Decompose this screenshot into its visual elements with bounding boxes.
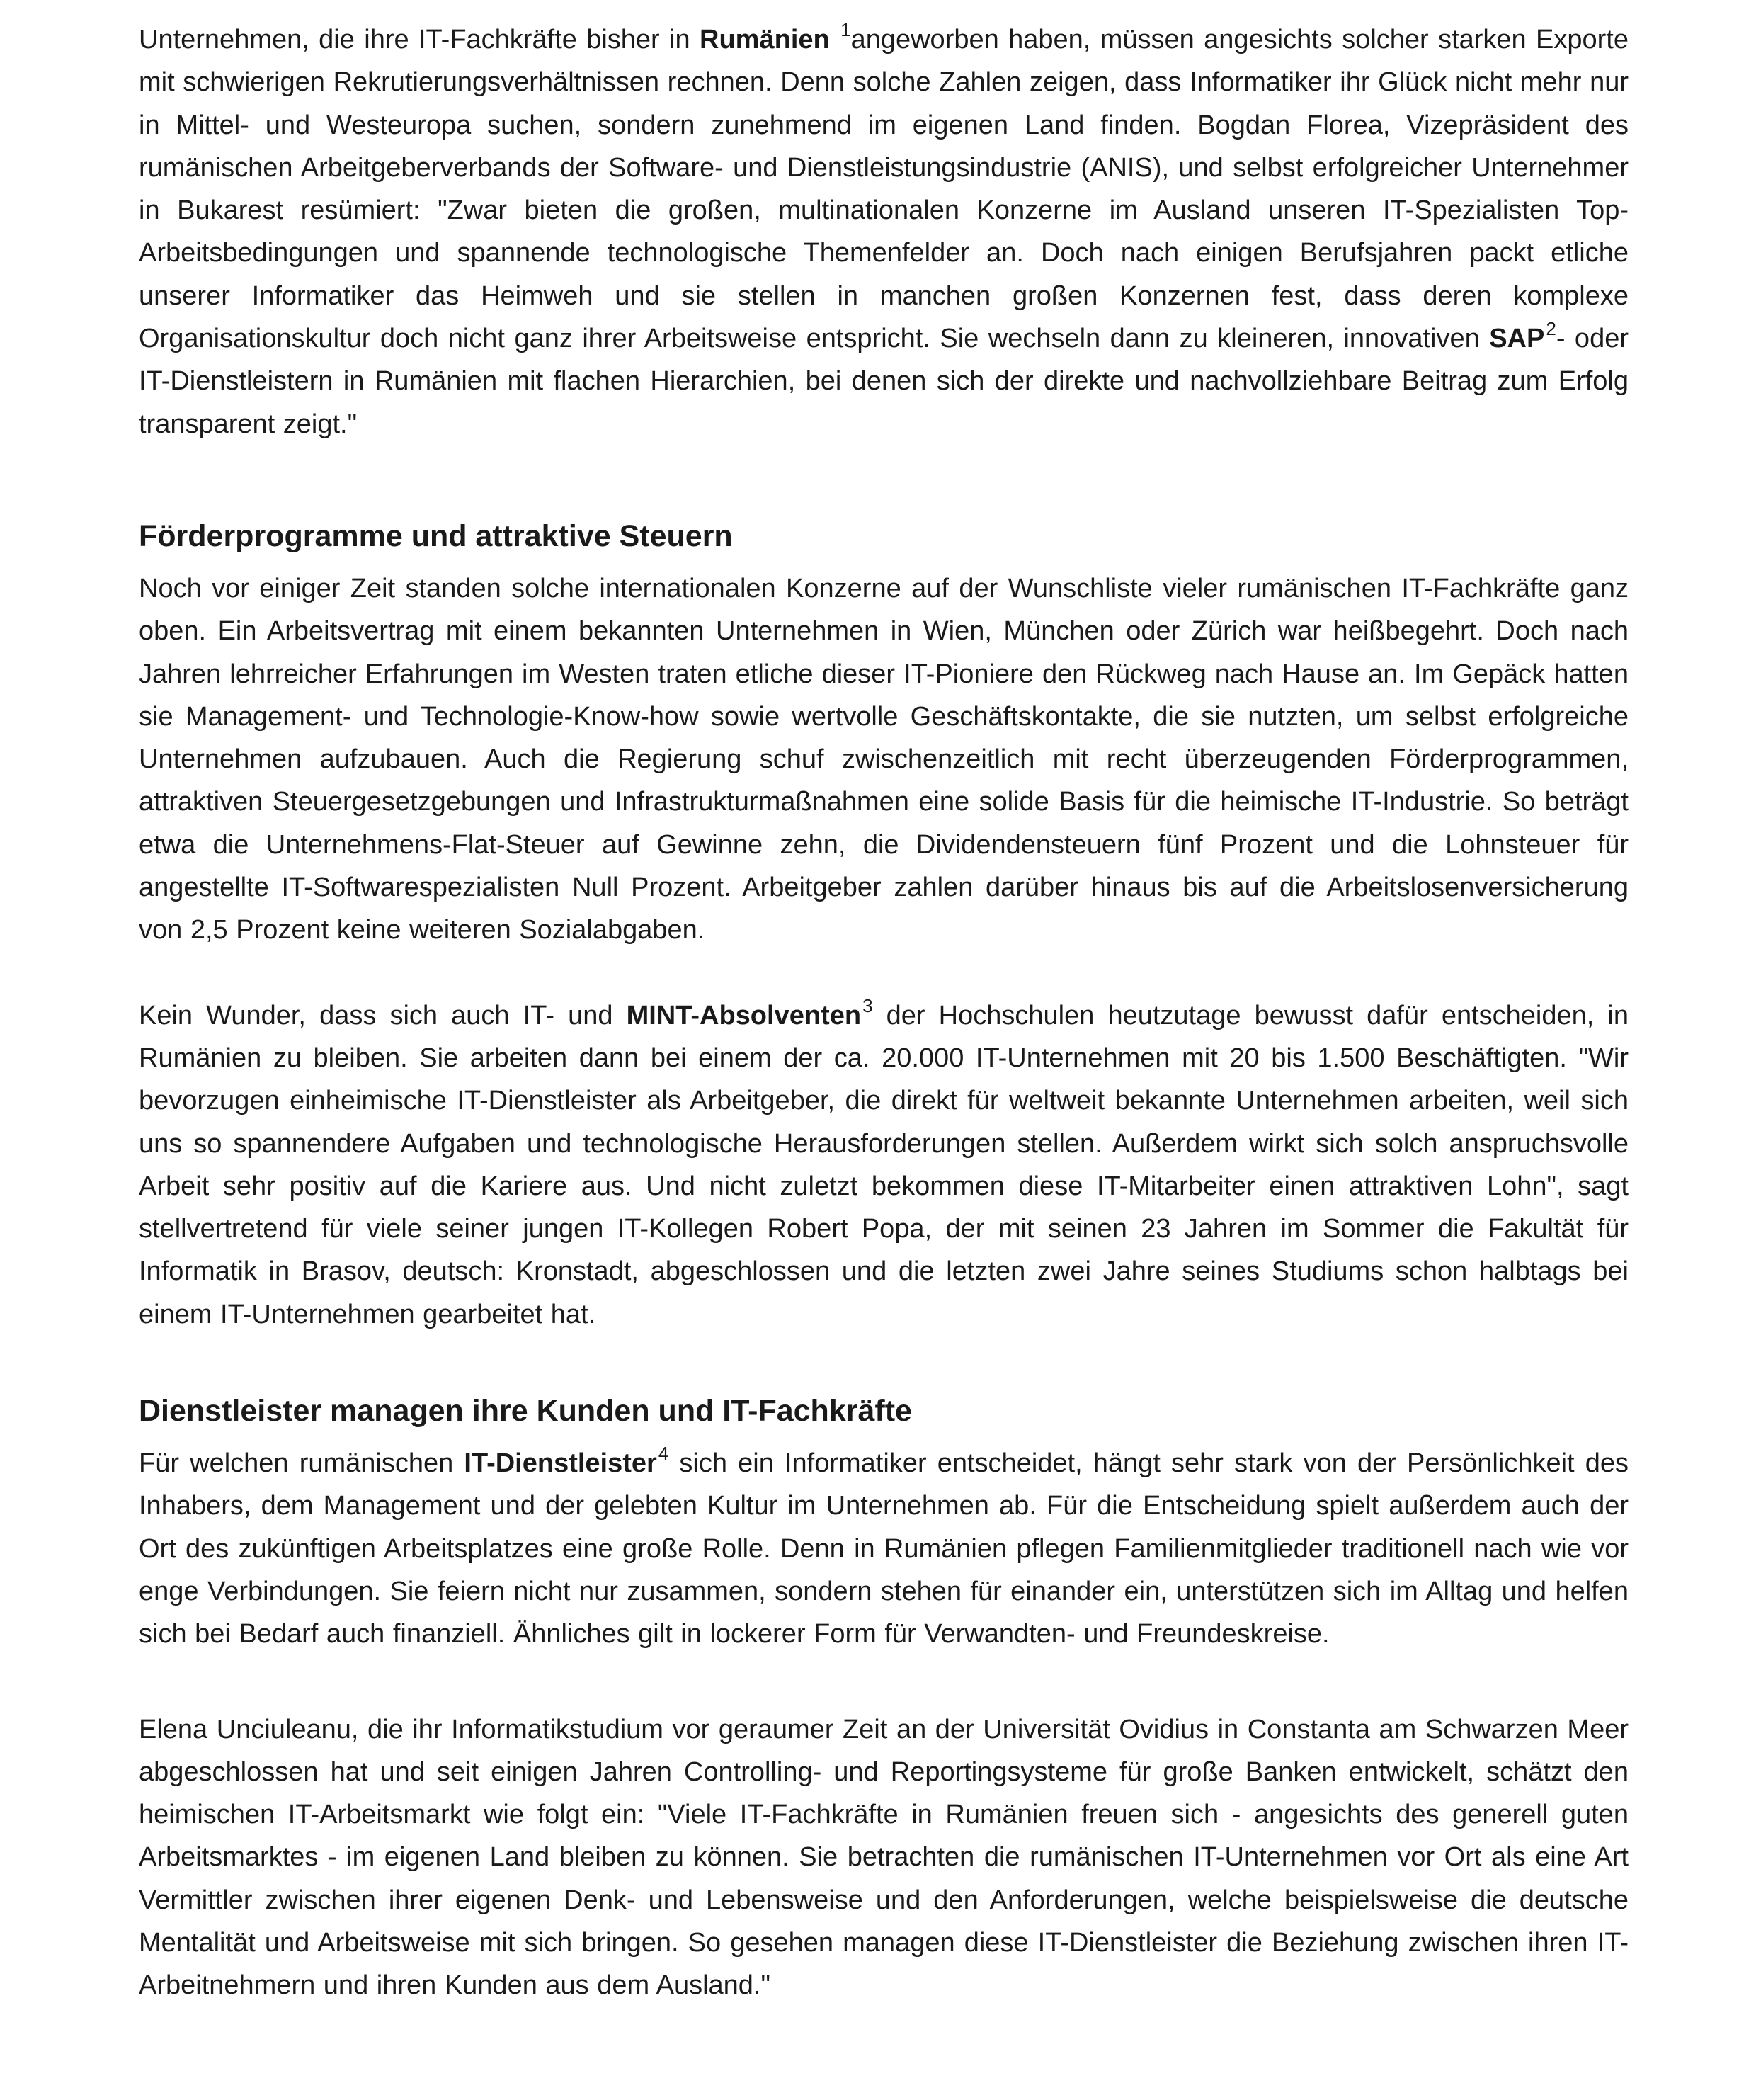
footnote-marker: 4 [658,1443,669,1465]
document-page [139,18,1629,2007]
text-run: der Hochschulen heutzutage bewusst dafür entscheiden, in Rumänien zu bleiben. Sie arbeiten dann bei einem der ca. 20.000 IT-Unternehmen mit 20 bis 1.500 Beschäftigten. "Wir bevorzugen einheimische IT-Dienstleister als Arbeitgeber, die direkt für weltweit bekannte Unternehmen arbeiten, weil sich uns so spannendere Aufgaben und technologische Herausforderungen stellen. Außerdem wirkt sich solch anspruchsvolle Arbeit sehr positiv auf die Kariere aus. Und nicht zuletzt bekommen diese IT-Mitarbeiter einen attraktiven Lohn", sagt stellvertretend für viele seiner jungen IT-Kollegen Robert Popa, der mit seinen 23 Jahren im Sommer die Fakultät für Informatik in Brasov, deutsch: Kronstadt, abgeschlossen und die letzten zwei Jahre seines Studiums schon halbtags bei einem IT-Unternehmen gearbeitet hat. [139,1000,1629,1329]
paragraph-dienstleister [139,1442,1629,1655]
section-heading-foerderprogramme: Förderprogramme und attraktive Steuern [139,518,733,553]
text-run: Kein Wunder, dass sich auch IT- und [139,1000,627,1031]
paragraph-intro [139,18,1629,445]
text-run: Unternehmen, die ihre IT-Fachkräfte bisher in [139,25,700,55]
paragraph-foerderprogramme: Noch vor einiger Zeit standen solche internationalen Konzerne auf der Wunschliste vieler rumänischen IT-Fachkräfte ganz oben. Ein Arbeitsvertrag mit einem bekannten Unternehmen in Wien, München oder Zürich war heißbegehrt. Doch nach Jahren lehrreicher Erfahrungen im Westen traten etliche dieser IT-Pioniere den Rückweg nach Hause an. Im Gepäck hatten sie Management- und Technologie-Know-how sowie wertvolle Geschäftskontakte, die sie nutzten, um selbst erfolgreiche Unternehmen aufzubauen. Auch die Regierung schuf zwischenzeitlich mit recht überzeugenden Förderprogrammen, attraktiven Steuergesetzgebungen und Infrastrukturmaßnahmen eine solide Basis für die heimische IT-Industrie. So beträgt etwa die Unternehmens-Flat-Steuer auf Gewinne zehn, die Dividendensteuern fünf Prozent und die Lohnsteuer für angestellte IT-Softwarespezialisten Null Prozent. Arbeitgeber zahlen darüber hinaus bis auf die Arbeitslosenversicherung von 2,5 Prozent keine weiteren Sozialabgaben. [139,573,1629,946]
keyword-link-it-dienstleister: IT-Dienstleister [464,1448,657,1479]
footnote-marker: 3 [862,994,873,1016]
text-run: angeworben haben, müssen angesichts solcher starken Exporte mit schwierigen Rekrutierungsverhältnissen rechnen. Denn solche Zahlen zeigen, dass Informatiker ihr Glück nicht mehr nur in Mittel- und Westeuropa suchen, sondern zunehmend im eigenen Land finden. Bogdan Florea, Vizepräsident des rumänischen Arbeitgeberverbands der Software- und Dienstleistungsindustrie (ANIS), und selbst erfolgreicher Unternehmer in Bukarest resümiert: "Zwar bieten die großen, multinationalen Konzerne im Ausland unseren IT-Spezialisten Top-Arbeitsbedingungen und spannende technologische Themenfelder an. Doch nach einigen Berufsjahren packt etliche unserer Informatiker das Heimweh und sie stellen in manchen großen Konzernen fest, dass deren komplexe Organisationskultur doch nicht ganz ihrer Arbeitsweise entspricht. Sie wechseln dann zu kleineren, innovativen [139,25,1629,354]
keyword-link-sap: SAP [1489,324,1545,354]
text-run: sich ein Informatiker entscheidet, hängt sehr stark von der Persönlichkeit des Inhabers, dem Management und der gelebten Kultur im Unternehmen ab. Für die Entscheidung spielt außerdem auch der Ort des zukünftigen Arbeitsplatzes eine große Rolle. Denn in Rumänien pflegen Familienmitglieder traditionell nach wie vor enge Verbindungen. Sie feiern nicht nur zusammen, sondern stehen für einander ein, unterstützen sich im Alltag und helfen sich bei Bedarf auch finanziell. Ähnliches gilt in lockerer Form für Verwandten- und Freundeskreise. [139,1448,1629,1650]
section-heading-dienstleister: Dienstleister managen ihre Kunden und IT-Fachkräfte [139,1394,912,1429]
footnote-marker: 2 [1546,318,1556,340]
paragraph-elena-unciuleanu: Elena Unciuleanu, die ihr Informatikstudium vor geraumer Zeit an der Universität Ovidius in Constanta am Schwarzen Meer abgeschlossen hat und seit einigen Jahren Controlling- und Reportingsysteme für große Banken entwickelt, schätzt den heimischen IT-Arbeitsmarkt wie folgt ein: "Viele IT-Fachkräfte in Rumänien freuen sich - angesichts des generell guten Arbeitsmarktes - im eigenen Land bleiben zu können. Sie betrachten die rumänischen IT-Unternehmen vor Ort als eine Art Vermittler zwischen ihrer eigenen Denk- und Lebensweise und den Anforderungen, welche beispielsweise die deutsche Mentalität und Arbeitsweise mit sich bringen. So gesehen managen diese IT-Dienstleister die Beziehung zwischen ihren IT-Arbeitnehmern und ihren Kunden aus dem Ausland." [139,1714,1629,2001]
footnote-marker: 1 [840,19,851,40]
text-run: - oder IT-Dienstleistern in Rumänien mit flachen Hierarchien, bei denen sich der direkte und nachvollziehbare Beitrag zum Erfolg transparent zeigt." [139,324,1629,439]
keyword-link-mint-absolventen: MINT-Absolventen [626,1000,862,1031]
keyword-link-rumaenien: Rumänien [700,25,830,55]
text-run: Für welchen rumänischen [139,1448,464,1479]
paragraph-mint-absolventen [139,994,1629,1336]
